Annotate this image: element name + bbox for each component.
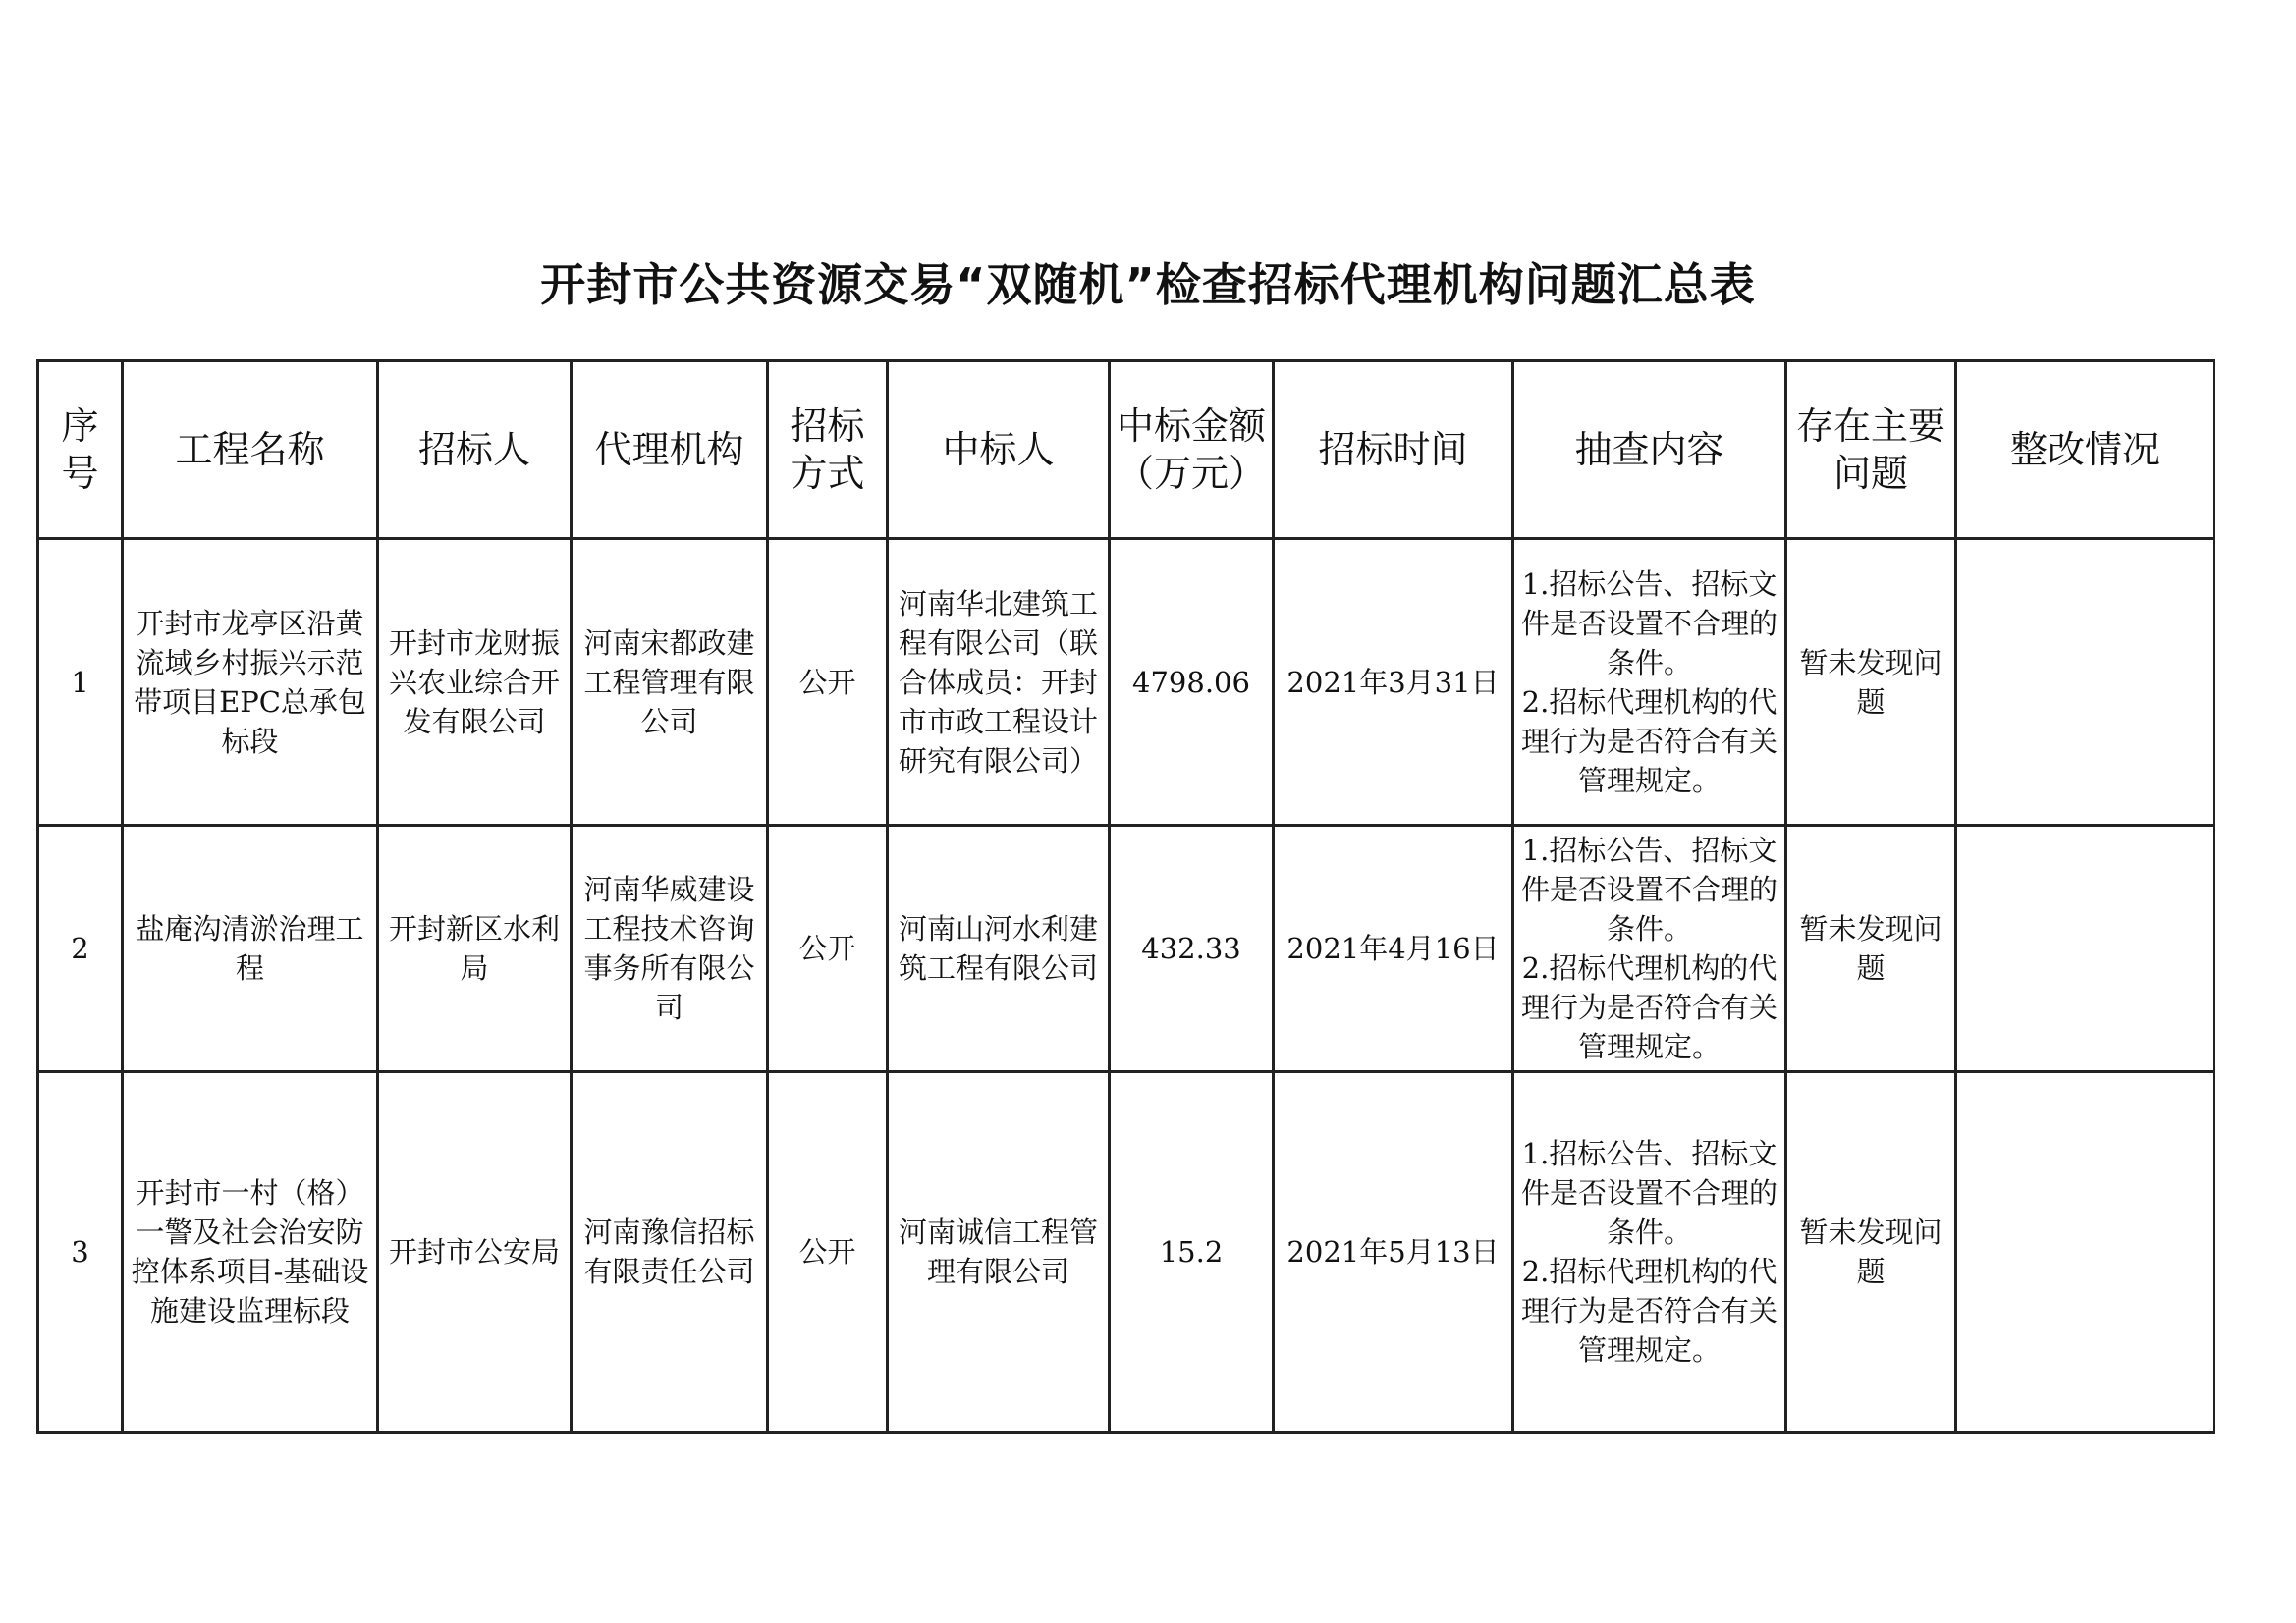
cell-winner: 河南诚信工程管理有限公司 xyxy=(888,1072,1110,1433)
cell-check xyxy=(1513,1072,1786,1433)
cell-date: 2021年4月16日 xyxy=(1274,826,1513,1072)
cell-tenderer: 开封新区水利局 xyxy=(378,826,572,1072)
check-item-1: 1.招标公告、招标文件是否设置不合理的条件。 xyxy=(1520,834,1777,946)
cell-method: 公开 xyxy=(768,539,888,826)
check-item-2: 2.招标代理机构的代理行为是否符合有关管理规定。 xyxy=(1520,684,1777,797)
cell-project: 开封市龙亭区沿黄流域乡村振兴示范带项目EPC总承包标段 xyxy=(123,539,378,826)
cell-winner: 河南山河水利建筑工程有限公司 xyxy=(888,826,1110,1072)
col-header-check: 抽查内容 xyxy=(1513,361,1786,539)
col-header-date: 招标时间 xyxy=(1274,361,1513,539)
cell-method: 公开 xyxy=(768,1072,888,1433)
page-title: 开封市公共资源交易“双随机”检查招标代理机构问题汇总表 xyxy=(540,258,1756,311)
cell-amount: 4798.06 xyxy=(1110,539,1274,826)
table-row xyxy=(38,1072,2214,1433)
cell-rectify xyxy=(1956,539,2214,826)
col-header-amount: 中标金额（万元） xyxy=(1110,361,1274,539)
cell-project: 开封市一村（格）一警及社会治安防控体系项目-基础设施建设监理标段 xyxy=(123,1072,378,1433)
cell-amount: 432.33 xyxy=(1110,826,1274,1072)
cell-rectify xyxy=(1956,1072,2214,1433)
cell-rectify xyxy=(1956,826,2214,1072)
cell-date: 2021年5月13日 xyxy=(1274,1072,1513,1433)
cell-check xyxy=(1513,539,1786,826)
col-header-rectify: 整改情况 xyxy=(1956,361,2214,539)
table-header-row xyxy=(38,361,2214,539)
cell-tenderer: 开封市公安局 xyxy=(378,1072,572,1433)
cell-agency: 河南华威建设工程技术咨询事务所有限公司 xyxy=(572,826,768,1072)
col-header-agency: 代理机构 xyxy=(572,361,768,539)
cell-method: 公开 xyxy=(768,826,888,1072)
cell-issue: 暂未发现问题 xyxy=(1786,826,1956,1072)
cell-issue: 暂未发现问题 xyxy=(1786,1072,1956,1433)
cell-tenderer: 开封市龙财振兴农业综合开发有限公司 xyxy=(378,539,572,826)
cell-issue: 暂未发现问题 xyxy=(1786,539,1956,826)
col-header-method: 招标方式 xyxy=(768,361,888,539)
cell-check xyxy=(1513,826,1786,1072)
summary-table xyxy=(36,359,2215,1434)
table-row xyxy=(38,826,2214,1072)
cell-seq: 1 xyxy=(38,539,123,826)
col-header-issue: 存在主要问题 xyxy=(1786,361,1956,539)
check-item-2: 2.招标代理机构的代理行为是否符合有关管理规定。 xyxy=(1520,1255,1777,1367)
cell-seq: 3 xyxy=(38,1072,123,1433)
col-header-project: 工程名称 xyxy=(123,361,378,539)
cell-seq: 2 xyxy=(38,826,123,1072)
col-header-winner: 中标人 xyxy=(888,361,1110,539)
cell-amount: 15.2 xyxy=(1110,1072,1274,1433)
col-header-seq: 序号 xyxy=(38,361,123,539)
check-item-1: 1.招标公告、招标文件是否设置不合理的条件。 xyxy=(1520,1137,1777,1249)
check-item-2: 2.招标代理机构的代理行为是否符合有关管理规定。 xyxy=(1520,951,1777,1063)
table-row xyxy=(38,539,2214,826)
col-header-tenderer: 招标人 xyxy=(378,361,572,539)
cell-project: 盐庵沟清淤治理工程 xyxy=(123,826,378,1072)
check-item-1: 1.招标公告、招标文件是否设置不合理的条件。 xyxy=(1520,567,1777,679)
cell-agency: 河南豫信招标有限责任公司 xyxy=(572,1072,768,1433)
cell-agency: 河南宋都政建工程管理有限公司 xyxy=(572,539,768,826)
cell-winner: 河南华北建筑工程有限公司（联合体成员：开封市市政工程设计研究有限公司） xyxy=(888,539,1110,826)
cell-date: 2021年3月31日 xyxy=(1274,539,1513,826)
